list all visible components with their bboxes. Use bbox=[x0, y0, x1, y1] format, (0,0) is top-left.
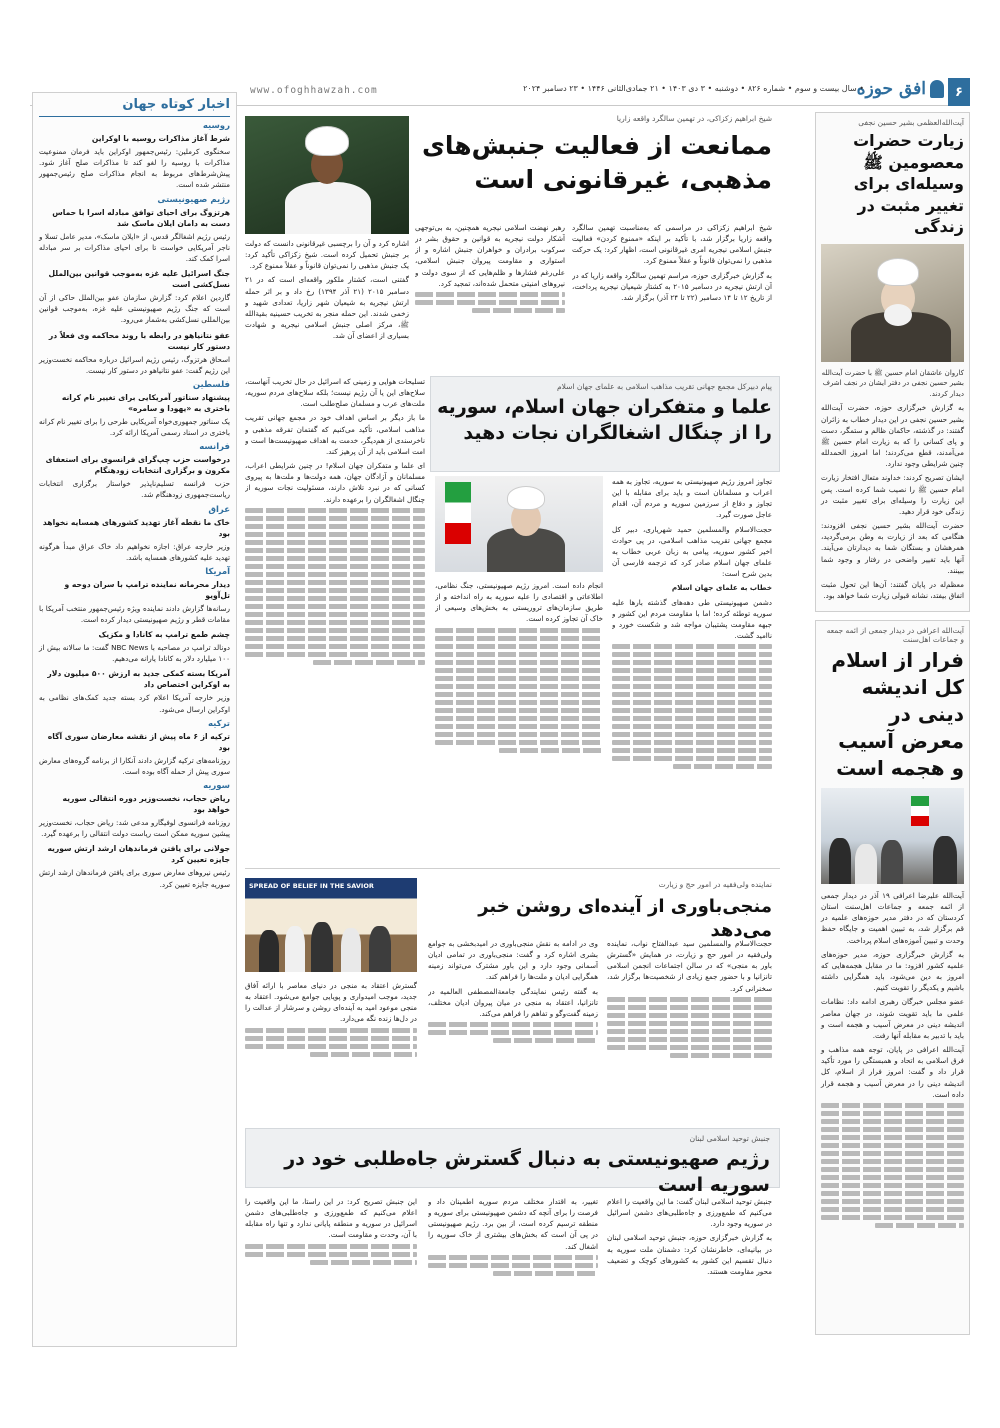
paragraph: حضرت آیت‌الله بشیر حسین نجفی افزودند: هنگامی که بعد از زیارت به وطن برمی‌گردید، همرهشان و بستگان شما به دیدارتان می‌آیند. آنها باید تغییر واضحی در رفتار و وجود شما ببینند. bbox=[821, 521, 964, 575]
paragraph: دشمن صهیونیستی طی دهه‌های گذشته بارها علیه سوریه توطئه کرده؛ اما با مقاومت مردم این کشور و جبهه مقاومت پشتیبان مواجه شد و شکست خورد و ناامید گشت. bbox=[612, 597, 772, 641]
world-news-heading: اخبار کوتاه جهان bbox=[39, 97, 230, 117]
news-region-label: عراق bbox=[208, 504, 230, 515]
paragraph: آیت‌الله اعرافی در پایان، توجه همه مذاهب و فرق اسلامی به اتحاد و همبستگی را مورد تأکید قرار داد و گفت: امروز فرار از اسلام، کل اندیشه دینی را در معرض آسیب و هجمه قرار داده است. bbox=[821, 1045, 964, 1099]
conference-banner: SPREAD OF BELIEF IN THE SAVIOR bbox=[249, 882, 374, 890]
zakzaky-photo bbox=[245, 116, 409, 234]
paragraph: جنبش توحید اسلامی لبنان گفت: ما این واقعیت را اعلام می‌کنیم که طمع‌ورزی و جاه‌طلبی‌های دشمن اسرائیل در سوریه وجود دارد. bbox=[607, 1197, 772, 1229]
person-shape bbox=[933, 836, 957, 884]
news-item-text: وزیر خارجه آمریکا اعلام کرد بسته جدید کمک‌های نظامی به اوکراین ارسال می‌شود. bbox=[39, 693, 230, 714]
scholars-article bbox=[245, 376, 780, 860]
person-shape bbox=[341, 928, 361, 972]
right-sidebar bbox=[815, 112, 970, 1352]
person-shape bbox=[881, 840, 903, 884]
article-title: رژیم صهیونیستی به دنبال گسترش جاه‌طلبی خود در سوریه است bbox=[284, 1148, 770, 1196]
article-kicker: شیخ ابراهیم زکزاکی، در تهمین سالگرد واقعه زاریا bbox=[616, 114, 772, 123]
news-item-title: جولانی برای یافتن فرماندهان ارشد ارتش سوریه جایزه تعیین کرد bbox=[47, 844, 230, 865]
paragraph: تغییر، به اقتدار مختلف مردم سوریه اطمینان داد و فرصت را برای آنچه که دشمن صهیونیستی برای سوریه و منطقه ترسیم کرده است، از بین برد. رژیم صهیونیستی در پی آن است که بخش‌های بیشتری از خاک سوریه را اشغال کند. bbox=[428, 1197, 598, 1251]
photo-caption: کاروان عاشقان امام حسین ﷺ با حضرت آیت‌الله بشیر حسین نجفی در دفتر ایشان در نجف اشرف دیدار کردند. bbox=[821, 368, 964, 398]
paragraph: این جنبش تصریح کرد: در این راستا، ما این واقعیت را اعلام می‌کنیم که طمع‌ورزی و جاه‌طلبی‌های دشمن اسرائیل در سوریه و منطقه پایانی ندارد و تنها راه مقابله با آن، وحدت و مقاومت است. bbox=[245, 1197, 417, 1240]
news-item-text: دونالد ترامپ در مصاحبه با NBC News گفت: ما سالانه بیش از ۱۰۰ میلیارد دلار به کانادا یارانه می‌دهیم. bbox=[39, 643, 230, 664]
news-item-text: وزیر خارجه عراق: اجازه نخواهیم داد خاک عراق مبدأ هرگونه تهدید علیه کشورهای همسایه باشد. bbox=[39, 541, 230, 562]
paragraph: انجام داده است. امروز رژیم صهیونیستی، جنگ نظامی، اطلاعاتی و اقتصادی را علیه سوریه به راه انداخته و از طریق سازمان‌های تروریستی به بخش‌های وسیعی از خاک آن تجاوز کرده است. bbox=[435, 581, 603, 624]
website-link[interactable]: www.ofoghhawzah.com bbox=[250, 85, 378, 96]
turban-shape bbox=[877, 258, 919, 286]
logo-text: افق حوزه bbox=[856, 79, 926, 99]
news-item-title: آمریکا بسته کمکی جدید به ارزش ۵۰۰ میلیون دلار به اوکراین اختصاص داد bbox=[47, 669, 230, 690]
world-news-list bbox=[39, 121, 230, 890]
news-item-title: عفو نتانیاهو در رابطه با روند محاکمه وی فعلاً در دستور کار نیست bbox=[48, 330, 230, 351]
flag-shape bbox=[911, 796, 929, 826]
person-shape bbox=[855, 844, 877, 884]
article-kicker: آیت‌الله اعرافی در دیدار جمعی از ائمه جمعه و جماعات اهل‌سنت bbox=[826, 626, 964, 644]
conference-photo bbox=[245, 878, 417, 972]
beard-shape bbox=[884, 304, 912, 326]
issue-info: • سال بیست و سوم • شماره ۸۲۶ • دوشنبه • ۳ دی ۱۴۰۳ • ۲۱ جمادی‌الثانی ۱۴۴۶ • ۲۳ دسامبر ۲۰۲۴ bbox=[523, 84, 864, 93]
article-title: فرار از اسلام کل اندیشه دینی در معرض آسیب و هجمه است bbox=[831, 648, 964, 780]
sidebar-visit-article bbox=[815, 112, 970, 612]
paragraph: وی در ادامه به نقش منجی‌باوری در امیدبخشی به جوامع بشری اشاره کرد و گفت: منجی‌باوری در تمامی ادیان آسمانی وجود دارد و این باور مشترک می‌تواند زمینه همگرایی ادیان و ملت‌ها را فراهم کند. bbox=[428, 939, 598, 982]
article-title: علما و متفکران جهان اسلام، سوریه را از چنگال اشغالگران نجات دهید bbox=[437, 396, 772, 444]
page-number: ۶ bbox=[948, 78, 970, 106]
person-shape bbox=[311, 922, 333, 972]
robe-shape bbox=[285, 182, 371, 234]
news-item-text: رئیس رژیم اشغالگر قدس، از «ایلان ماسک»، مدیر عامل تسلا و ناجر آمریکایی خواست تا برای احیای مذاکرات بر سر مبادله اسرا کمک کند. bbox=[39, 231, 230, 263]
world-news-column bbox=[32, 92, 237, 1347]
news-item-text: رسانه‌ها گزارش دادند نماینده ویژه رئیس‌جمهور منتخب آمریکا با مقامات قطر و رژیم صهیونیستی دیدار کرده است. bbox=[39, 603, 230, 624]
turban-shape bbox=[507, 486, 545, 510]
article-title: منجی‌باوری از آینده‌ای روشن خبر می‌دهد bbox=[478, 896, 772, 942]
paragraph: گفتنی است، کشتار ملکور واقعه‌ای است که در ۲۱ دسامبر ۲۰۱۵ (۲۱ آذر ۱۳۹۴) رخ داد و بر اثر حمله ارتش نیجریه به شیعیان شهر زاریا، تعدادی شهید و زخمی شدند. این حمله منجر به تخریب حسینیه بقیةالله ﷺ، مرکز اصلی جنبش اسلامی نیجریه و شهادت بسیاری از اعضای آن شد. bbox=[245, 275, 409, 341]
news-item-title: شرط آغاز مذاکرات روسیه با اوکراین bbox=[91, 134, 230, 143]
article-title: ممانعت از فعالیت جنبش‌های مذهبی، غیرقانونی است bbox=[422, 131, 772, 194]
news-item-text: رئیس نیروهای معارض سوری برای یافتن فرماندهان ارشد ارتش سوریه جایزه تعیین کرد. bbox=[39, 868, 230, 889]
paragraph: ای علما و متفکران جهان اسلام! در چنین شرایطی اعراب، مسلمانان و آزادگان جهان، همه دولت‌ها و ملت‌ها به پیروی کسانی که در نبرد تلاش دارند، مسئولیت نجات سوریه از چنگال اشغالگران را برعهده دارند. bbox=[245, 461, 425, 504]
dome-icon bbox=[930, 80, 944, 98]
paragraph: به گزارش خبرگزاری حوزه، مراسم تهمین سالگرد واقعه زاریا که در آن ارتش نیجریه در دسامبر ۲۰۱۵ به کشتار شیعیان نیجریه پرداخت، از تاریخ ۱۲ تا ۱۴ دسامبر (۲۲ تا ۲۴ آذر) برگزار شد. bbox=[572, 270, 772, 302]
news-region-label: فرانسه bbox=[199, 442, 230, 453]
news-item-text: یک سناتور جمهوری‌خواه آمریکایی طرحی را برای تغییر نام کرانه باختری در اسناد رسمی آمریکا ارائه کرد. bbox=[39, 416, 230, 438]
news-item-text: روزنامه‌های ترکیه گزارش دادند آنکارا از برنامه گروه‌های معارض سوری پیش از حمله آگاه بوده است. bbox=[39, 755, 230, 776]
paragraph: عضو مجلس خبرگان رهبری ادامه داد: نظامات علمی ما باید تقویت شوند، در جهان معاصر اندیشه دینی در معرض آسیب و هجمه است و باید با تدبیر به مقابله آنها رفت. bbox=[821, 997, 964, 1040]
paragraph: ایشان تصریح کردند: خداوند متعال افتخار زیارت امام حسین ﷺ را نصیب شما کرده است. پس این زیارت را وسیله‌ای برای تغییر مثبت در زندگی خود قرار دهید. bbox=[821, 473, 964, 516]
person-shape bbox=[285, 926, 305, 972]
article-title: زیارت حضرات معصومین ﷺ وسیله‌ای برای تغییر مثبت در زندگی bbox=[853, 131, 964, 237]
news-item-text: سخنگوی کرملین: رئیس‌جمهور اوکراین باید فرمان ممنوعیت مذاکرات با روسیه را لغو کند تا مذاکرات صلح آغاز شود. پیش‌شرط‌های مربوط به انجام مذاکرات صلح رئیس‌جمهور منتشر شده است. bbox=[39, 147, 230, 190]
flag-shape bbox=[445, 482, 471, 544]
news-region-label: فلسطین bbox=[192, 379, 230, 390]
article-kicker: پیام دبیرکل مجمع جهانی تقریب مذاهب اسلامی به علمای جهان اسلام bbox=[557, 382, 772, 391]
paragraph: گسترش اعتقاد به منجی در دنیای معاصر با ارائه آفاق جدید، موجب امیدواری و پویایی جوامع می‌شود. اعتقاد به منجی موعود امید به آینده‌ای روشن و سرشار از عدالت را در دل‌ها زنده نگه می‌دارد. bbox=[245, 981, 417, 1024]
news-item-title: چشم طمع ترامپ به کانادا و مکزیک bbox=[98, 630, 230, 640]
paragraph: به گزارش خبرگزاری حوزه، جنبش توحید اسلامی لبنان در بیانیه‌ای، خاطرنشان کرد: دشمنان ملت سوریه به دنبال تقسیم این کشور به کشورهای کوچک و تضعیف محور مقاومت هستند. bbox=[607, 1233, 772, 1276]
news-item-title: خاک ما نقطه آغاز تهدید کشورهای همسایه نخواهد بود bbox=[42, 517, 230, 538]
news-region-label: روسیه bbox=[202, 121, 230, 131]
main-article bbox=[245, 112, 780, 370]
divider bbox=[245, 868, 780, 869]
paragraph: به گفته رئیس نمایندگی جامعةالمصطفی العالمیه در تانزانیا، اعتقاد به منجی در میان پیروان ادیان مختلف، زمینه گفت‌وگو و تفاهم را فراهم می‌کند. bbox=[428, 986, 598, 1018]
news-item-text: اسحاق هرتزوگ، رئیس رژیم اسرائیل درباره محاکمه نخست‌وزیر این رژیم گفت: عفو نتانیاهو در دستور کار نیست. bbox=[39, 354, 230, 375]
person-shape bbox=[259, 930, 279, 972]
sidebar-escape-article bbox=[815, 620, 970, 1335]
paragraph: شیخ ابراهیم زکزاکی در مراسمی که به‌مناسبت تهمین سالگرد واقعه زاریا برگزار شد، با تأکید بر اینکه «ممنوع کردن» فعالیت جنبش اسلامی نیجریه امری غیرقانونی است، اظهار کرد: یک حرکت مذهبی را نمی‌توان قانوناً و عقلاً ممنوع کرد. bbox=[572, 223, 772, 266]
paragraph: معظم‌له در پایان گفتند: آن‌ها این تحول مثبت اتفاق بیفتد، نشانه قبولی زیارت شما خواهد بود. bbox=[821, 579, 964, 600]
paragraph: ما باز دیگر بر اساس اهداف خود در مجمع جهانی تقریب مذاهب اسلامی، تأکید می‌کنیم که گفتمان تفرقه مذهبی و ناخرسندی از هم‌دیگر، خدمت به اهداف صهیونیست‌ها است و امت اسلامی باید از آن پرهیز کند. bbox=[245, 413, 425, 456]
news-item-text: روزنامه فرانسوی لوفیگارو مدعی شد: ریاض حجاب، نخست‌وزیر پیشین سوریه ممکن است ریاست دولت انتقالی را برعهده گیرد. bbox=[39, 818, 230, 839]
paragraph: تجاوز امروز رژیم صهیونیستی به سوریه، تجاوز به همه اعراب و مسلمانان است و باید برای مقابله با این تجاوز و دفاع از سرزمین سوریه و مردم آن، اقدام عاجل صورت گیرد. bbox=[612, 477, 772, 520]
article-kicker: آیت‌الله‌العظمی بشیر حسین نجفی bbox=[858, 118, 964, 127]
paragraph: اشاره کرد و آن را برچسبی غیرقانونی دانست که دولت بر جنبش تحمیل کرده است. شیخ زکزاکی تأکید کرد: یک جنبش مذهبی را نمی‌توان قانوناً و عقلاً ممنوع کرد. bbox=[245, 239, 409, 271]
shahriari-photo bbox=[435, 476, 603, 572]
news-item-title: جنگ اسرائیل علیه غزه به‌موجب قوانین بین‌الملل نسل‌کشی است bbox=[48, 269, 230, 290]
turban-shape bbox=[305, 126, 349, 156]
news-region-label: آمریکا bbox=[205, 566, 230, 577]
lebanon-article bbox=[245, 1128, 780, 1346]
paragraph: خطاب به علمای جهان اسلام bbox=[671, 583, 772, 593]
news-item-title: ترکیه از ۶ ماه پیش از نقشه معارضان سوری آگاه بود bbox=[47, 731, 230, 752]
news-item-text: گاردین اعلام کرد: گزارش سازمان عفو بین‌الملل حاکی از آن است که جنگ رژیم صهیونیستی علیه غزه، به‌موجب قوانین بین‌المللی نسل‌کشی به‌شمار می‌رود. bbox=[39, 293, 230, 325]
paragraph: تسلیحات هوایی و زمینی که اسرائیل در حال تخریب آنهاست، سلاح‌های این یا آن رژیم نیست؛ بلکه سلاح‌های مردم سوریه، ملت‌های عرب و مسلمان صلح‌طلب است. bbox=[245, 377, 425, 409]
paragraph: حجت‌الاسلام والمسلمین سید عبدالفتاح نواب، نماینده ولی‌فقیه در امور حج و زیارت، در همایش «گسترش باور به منجی» که در سالن اجتماعات انجمن اسلامی تانزانیا و با حضور جمع زیادی از شخصیت‌ها برگزار شد، سخنرانی کرد. bbox=[607, 939, 772, 993]
paragraph: به گزارش خبرگزاری حوزه، حضرت آیت‌الله بشیر حسین نجفی در این دیدار خطاب به زائران گفتند: در گذشته، حاکمان ظالم و ستمگر، دست و پای کسانی را که به زیارت امام حسین ﷺ می‌آمدند، قطع می‌کردند؛ اما امروز الحمدلله چنین شرایطی وجود ندارد. bbox=[821, 403, 964, 469]
paragraph: به گزارش خبرگزاری حوزه، مدیر حوزه‌های علمیه کشور افزود: ما در مقابل هجمه‌هایی که امروز به دین می‌شود، باید همگرایی داشته باشیم و یکدیگر را تقویت کنیم. bbox=[821, 949, 964, 993]
paragraph: آیت‌الله علیرضا اعرافی ۱۹ آذر در دیدار جمعی از ائمه جمعه و جماعات اهل‌سنت استان کردستان که در دفتر مدیر حوزه‌های علمیه در قم برگزار شد، به تبیین اهمیت و جایگاه حفظ وحدت و تبیین آموزه‌های اسلام پرداخت. bbox=[821, 891, 964, 945]
news-item-title: دیدار محرمانه نماینده ترامپ با سران دوحه و تل‌آویو bbox=[64, 579, 230, 600]
paragraph: رهبر نهضت اسلامی نیجریه همچنین، به بی‌توجهی آشکار دولت نیجریه به قوانین و حقوق بشر در سرکوب برادران و خواهران جنبش اشاره و از استواری و مقاومت پیروان جنبش اسلامی، علی‌رغم فشارها و ظلم‌هایی که از سوی دولت و نیروهای امنیتی متحمل شده‌اند، تمجید کرد. bbox=[415, 223, 565, 288]
news-region-label: رژیم صهیونیستی bbox=[157, 194, 230, 205]
savior-article bbox=[245, 876, 780, 1120]
cleric-photo bbox=[821, 244, 964, 362]
article-kicker: نماینده ولی‌فقیه در امور حج و زیارت bbox=[658, 880, 772, 889]
article-kicker: جنبش توحید اسلامی لبنان bbox=[689, 1134, 770, 1143]
newspaper-logo bbox=[857, 79, 944, 99]
news-item-title: هرتزوگ برای احیای توافق مبادله اسرا با حماس دست به دامان ایلان ماسک شد bbox=[52, 207, 230, 228]
person-shape bbox=[369, 926, 391, 972]
news-item-text: حزب فرانسه تسلیم‌ناپذیر خواستار برگزاری انتخابات ریاست‌جمهوری زودهنگام شد. bbox=[39, 479, 230, 500]
news-region-label: ترکیه bbox=[207, 718, 230, 729]
person-shape bbox=[829, 838, 851, 884]
news-region-label: سوریه bbox=[203, 781, 230, 792]
news-item-title: درخواست حزب چپ‌گرای فرانسوی برای استعفای مکرون و برگزاری انتخابات زودهنگام bbox=[45, 455, 230, 476]
meeting-photo bbox=[821, 788, 964, 884]
news-item-title: پیشنهاد سناتور آمریکایی برای تغییر نام کرانه باختری به «یهودا و سامره» bbox=[61, 392, 230, 413]
news-item-title: ریاض حجاب، نخست‌وزیر دوره انتقالی سوریه خواهد بود bbox=[62, 794, 230, 815]
paragraph: حجت‌الاسلام والمسلمین حمید شهریاری، دبیر کل مجمع جهانی تقریب مذاهب اسلامی، در پی حوادث اخیر کشور سوریه، پیامی به زبان عربی خطاب به علمای جهان اسلام صادر کرد که ترجمه فارسی آن بدین شرح است: bbox=[612, 524, 772, 579]
